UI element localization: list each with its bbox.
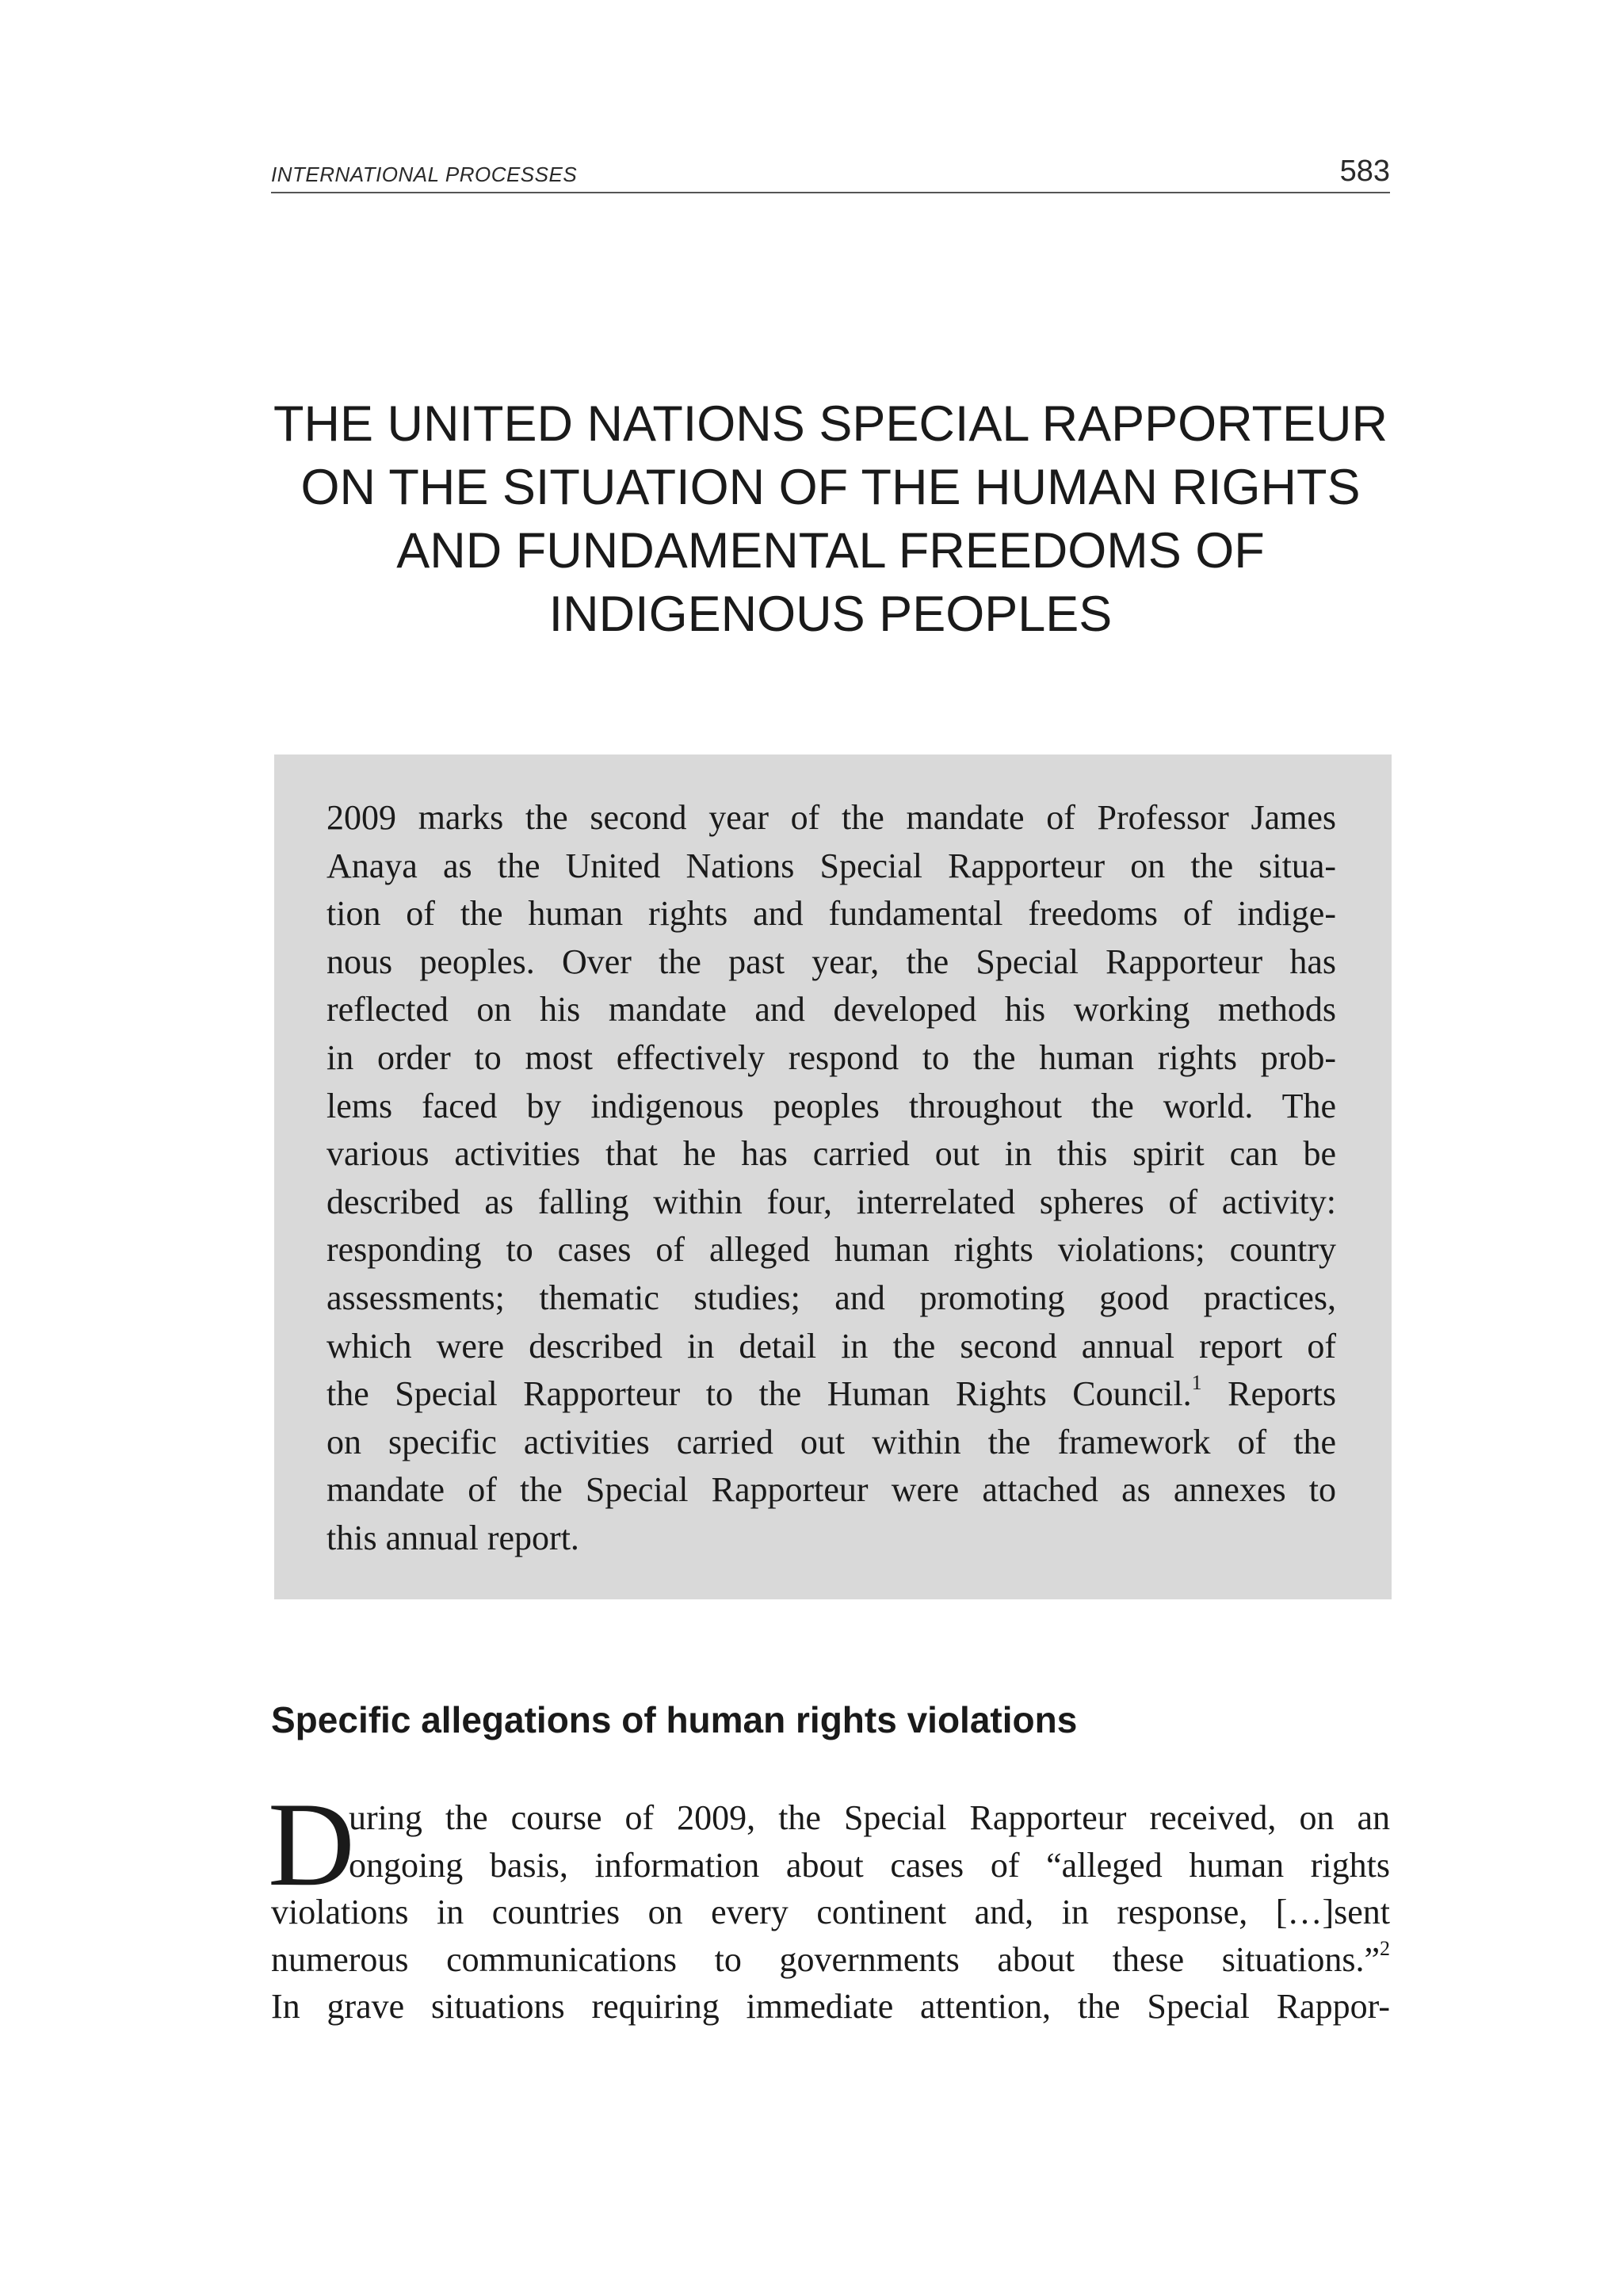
abstract-line: Anaya as the United Nations Special Rapporteur on the situa- (327, 846, 1336, 885)
body-line: uring the course of 2009, the Special Rapporteur received, on an (349, 1798, 1390, 1837)
abstract-line: reflected on his mandate and developed his working methods (327, 990, 1336, 1030)
abstract-line: assessments; thematic studies; and promoting good practices, (327, 1278, 1336, 1317)
title-line: AND FUNDAMENTAL FREEDOMS OF (396, 523, 1265, 579)
title-line: INDIGENOUS PEOPLES (548, 586, 1113, 642)
body-line-with-footnote (271, 1936, 1390, 1984)
page-number: 583 (1339, 155, 1390, 188)
body-line-text: numerous communications to governments about these situations.” (271, 1939, 1380, 1979)
abstract-line: which were described in detail in the second annual report of (327, 1326, 1336, 1366)
body-line: violations in countries on every continent and, in response, […]sent (271, 1893, 1390, 1931)
footnote-reference[interactable]: 1 (1191, 1371, 1202, 1395)
drop-cap: D (268, 1778, 355, 1911)
running-header-section: INTERNATIONAL PROCESSES (271, 162, 578, 186)
abstract-line: nous peoples. Over the past year, the Special Rapporteur has (327, 942, 1336, 981)
abstract-line: described as falling within four, interrelated spheres of activity: (327, 1182, 1336, 1221)
abstract-line: tion of the human rights and fundamental freedoms of indige- (327, 894, 1336, 934)
abstract-line: lems faced by indigenous peoples throughout the world. The (327, 1086, 1336, 1125)
body-paragraph (268, 1778, 1390, 2030)
title-line: ON THE SITUATION OF THE HUMAN RIGHTS (300, 460, 1361, 515)
abstract-box (274, 755, 1392, 1599)
abstract-line-text: the Special Rapporteur to the Human Rights Council. (327, 1374, 1192, 1414)
abstract-line: this annual report. (327, 1518, 579, 1557)
body-line: ongoing basis, information about cases of “alleged human rights (349, 1845, 1390, 1885)
abstract-line: mandate of the Special Rapporteur were attached as annexes to (327, 1470, 1336, 1510)
title-line: THE UNITED NATIONS SPECIAL RAPPORTEUR (273, 396, 1388, 452)
body-line: In grave situations requiring immediate attention, the Special Rappor- (271, 1987, 1390, 2026)
running-header (271, 152, 1390, 193)
section-heading: Specific allegations of human rights violations (271, 1699, 1078, 1740)
abstract-line: 2009 marks the second year of the mandate of Professor James (327, 798, 1336, 837)
abstract-line: responding to cases of alleged human rights violations; country (327, 1230, 1336, 1270)
article-title (271, 392, 1390, 646)
footnote-reference[interactable]: 2 (1380, 1936, 1390, 1960)
abstract-line-text: Reports (1201, 1374, 1336, 1414)
abstract-line-with-footnote (327, 1370, 1336, 1419)
abstract-line: various activities that he has carried out in this spirit can be (327, 1134, 1336, 1174)
abstract-line: on specific activities carried out within the framework of the (327, 1422, 1336, 1461)
abstract-line: in order to most effectively respond to the human rights prob- (327, 1037, 1336, 1077)
